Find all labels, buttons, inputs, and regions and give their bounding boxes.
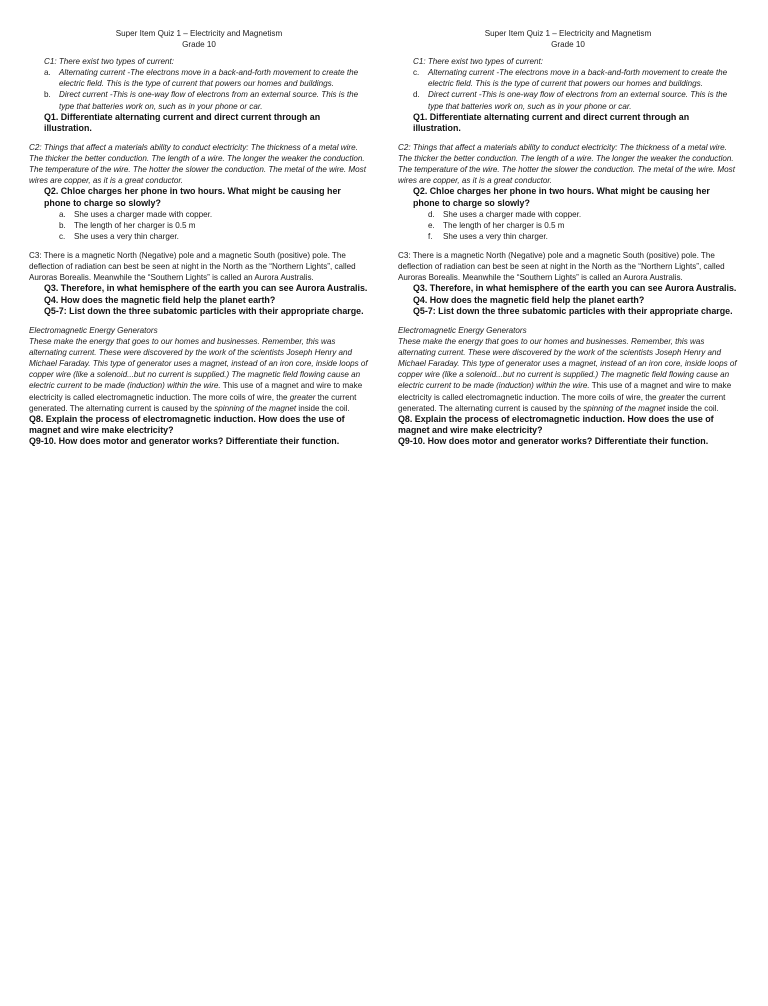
question-q3: Q3. Therefore, in what hemisphere of the earth you can see Aurora Australis. (44, 283, 368, 294)
emg-title: Electromagnetic Energy Generators (29, 326, 158, 336)
emg-para-normal-3: inside the coil. (296, 403, 350, 413)
option-text: She uses a very thin charger. (74, 232, 179, 242)
question-q1: Q1. Differentiate alternating current and direct current through an illustration. (44, 111, 321, 133)
emg-para-italic-3: spinning of the magnet (583, 403, 666, 413)
quiz-column-right (398, 28, 738, 447)
q2-options (398, 209, 738, 242)
question-q2: Q2. Chloe charges her phone in two hours. What might be causing her phone to charge so slowly? (44, 186, 341, 208)
option-marker: a. (59, 209, 66, 219)
option-text: She uses a charger made with copper. (74, 209, 213, 219)
option-marker: e. (428, 220, 435, 230)
c1-label: C1: There exist two types of current: (413, 57, 544, 67)
question-q5-7: Q5-7: List down the three subatomic particles with their appropriate charge. (44, 305, 364, 316)
c3-text: C3: There is a magnetic North (Negative) pole and a magnetic South (positive) pole. The deflection of radiation can best be seen at night in the North as the “Northern Lights”, called Auroras Borealis. Meanwhile the “Southern Lights” is called an Aurora Australis. (398, 251, 725, 283)
question-q9-10: Q9-10. How does motor and generator works? Differentiate their function. (29, 436, 340, 447)
option-item (398, 231, 738, 242)
emg-paragraph (29, 336, 369, 414)
question-q4: Q4. How does the magnetic field help the planet earth? (44, 294, 276, 305)
quiz-column-left (29, 28, 369, 447)
question-q5-7: Q5-7: List down the three subatomic particles with their appropriate charge. (413, 305, 733, 316)
emg-paragraph (398, 336, 738, 414)
question-q1: Q1. Differentiate alternating current and direct current through an illustration. (413, 111, 690, 133)
option-marker: d. (428, 209, 435, 219)
option-item (398, 220, 738, 231)
option-item (29, 220, 369, 231)
option-item (29, 231, 369, 242)
option-marker: c. (59, 232, 66, 242)
emg-para-italic-2: greater (289, 392, 316, 402)
option-text: She uses a charger made with copper. (443, 209, 582, 219)
option-item (398, 209, 738, 220)
question-q4: Q4. How does the magnetic field help the planet earth? (413, 294, 645, 305)
c2-text: C2: Things that affect a materials ability to conduct electricity: The thickness of a metal wire. The thicker the better conduction. The length of a wire. The longer the weaker the conduction. The temperature of the wire. The hotter the slower the conduction. The metal of the wire. Most wires are copper, as it is a great conductor. (29, 143, 366, 186)
emg-para-normal-1: This use of a magnet and wire to make electricity is called electromagnetic induction. The more coils of wire, the (398, 381, 732, 402)
question-q2: Q2. Chloe charges her phone in two hours. What might be causing her phone to charge so slowly? (413, 186, 710, 208)
question-q8: Q8. Explain the process of electromagnetic induction. How does the use of magnet and wire make electricity? (398, 413, 714, 435)
option-text: The length of her charger is 0.5 m (74, 220, 196, 230)
list-item-text: Alternating current -The electrons move in a back-and-forth movement to create the electric field. This is the type of current that powers our homes and buildings. (59, 68, 359, 89)
list-marker: d. (413, 90, 420, 100)
emg-para-italic: These make the energy that goes to our homes and businesses. Remember, this was alternating current. These were discovered by the work of the scientists Joseph Henry and Michael Faraday. This type of generator uses a magnet, instead of an iron core, inside loops of copper wire (like a solenoid...but no current is supplied.) The magnetic field flowing cause an electric current to be made (induction) within the wire. (398, 337, 737, 391)
list-item-text: Direct current -This is one-way flow of electrons from an external source. This is the type that batteries work on, such as in your phone or car. (428, 90, 728, 111)
list-item (398, 89, 738, 111)
c2-text: C2: Things that affect a materials ability to conduct electricity: The thickness of a metal wire. The thicker the better conduction. The length of a wire. The longer the weaker the conduction. The temperature of the wire. The hotter the slower the conduction. The metal of the wire. Most wires are copper, as it is a great conductor. (398, 143, 735, 186)
list-item-text: Direct current -This is one-way flow of electrons from an external source. This is the type that batteries work on, such as in your phone or car. (59, 90, 359, 111)
c3-text: C3: There is a magnetic North (Negative) pole and a magnetic South (positive) pole. The deflection of radiation can best be seen at night in the North as the “Northern Lights”, called Auroras Borealis. Meanwhile the “Southern Lights” is called an Aurora Australis. (29, 251, 356, 283)
option-item (29, 209, 369, 220)
option-marker: f. (428, 232, 433, 242)
question-q3: Q3. Therefore, in what hemisphere of the earth you can see Aurora Australis. (413, 283, 737, 294)
c1-list (398, 67, 738, 111)
list-marker: a. (44, 68, 51, 78)
quiz-title: Super Item Quiz 1 – Electricity and Magnetism (115, 29, 283, 38)
quiz-title: Super Item Quiz 1 – Electricity and Magnetism (484, 29, 652, 38)
list-marker: b. (44, 90, 51, 100)
list-marker: c. (413, 68, 420, 78)
c1-label: C1: There exist two types of current: (44, 57, 175, 67)
emg-para-normal-1: This use of a magnet and wire to make electricity is called electromagnetic induction. The more coils of wire, the (29, 381, 363, 402)
quiz-grade: Grade 10 (182, 40, 216, 50)
list-item (29, 67, 369, 89)
question-q8: Q8. Explain the process of electromagnetic induction. How does the use of magnet and wire make electricity? (29, 413, 345, 435)
emg-para-normal-2: the current generated. The alternating current is caused by the (29, 392, 357, 413)
emg-para-italic: These make the energy that goes to our homes and businesses. Remember, this was alternating current. These were discovered by the work of the scientists Joseph Henry and Michael Faraday. This type of generator uses a magnet, instead of an iron core, inside loops of copper wire (like a solenoid...but no current is supplied.) The magnetic field flowing cause an electric current to be made (induction) within the wire. (29, 337, 368, 391)
option-text: The length of her charger is 0.5 m (443, 220, 565, 230)
quiz-grade: Grade 10 (551, 40, 585, 50)
q2-options (29, 209, 369, 242)
option-text: She uses a very thin charger. (443, 232, 548, 242)
list-item (398, 67, 738, 89)
list-item-text: Alternating current -The electrons move in a back-and-forth movement to create the electric field. This is the type of current that powers our homes and buildings. (428, 68, 728, 89)
emg-para-normal-3: inside the coil. (665, 403, 719, 413)
question-q9-10: Q9-10. How does motor and generator works? Differentiate their function. (398, 436, 709, 447)
c1-list (29, 67, 369, 111)
option-marker: b. (59, 220, 66, 230)
emg-title: Electromagnetic Energy Generators (398, 326, 527, 336)
list-item (29, 89, 369, 111)
emg-para-italic-3: spinning of the magnet (214, 403, 297, 413)
emg-para-italic-2: greater (658, 392, 685, 402)
emg-para-normal-2: the current generated. The alternating current is caused by the (398, 392, 726, 413)
